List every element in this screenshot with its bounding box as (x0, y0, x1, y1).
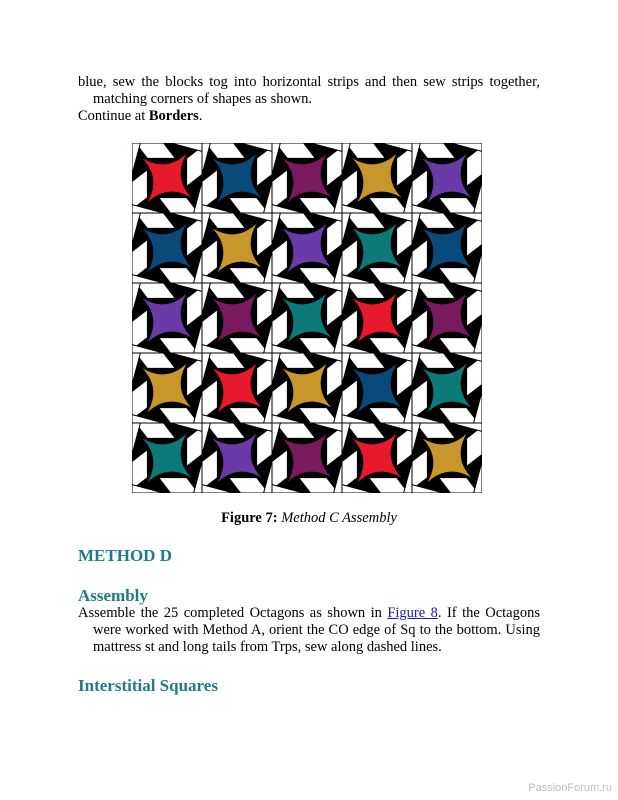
assembly-text-2: . If the Octagons were worked with Method A, orient the CO edge of Sq to the bottom. Using mattress st and long tails from Trps, sew along dashed lines. (93, 605, 541, 655)
assembly-paragraph (78, 605, 540, 656)
quilt-grid (132, 143, 482, 493)
caption-title: Method C Assembly (281, 510, 397, 526)
figure-8-link[interactable]: Figure 8 (387, 605, 438, 621)
assembly-heading: Assembly (78, 586, 148, 605)
continue-suffix: . (198, 108, 203, 124)
intro-paragraph (78, 74, 540, 108)
figure-caption (0, 510, 618, 527)
continue-prefix: Continue at (78, 108, 149, 124)
interstitial-squares-heading: Interstitial Squares (78, 676, 218, 695)
watermark: PassionForum.ru (528, 782, 612, 794)
intro-text: blue, sew the blocks tog into horizontal strips and then sew strips together, matching corners of shapes as shown. (78, 74, 540, 107)
figure-7-quilt (132, 143, 482, 493)
assembly-text-1: Assemble the 25 completed Octagons as shown in (78, 605, 388, 621)
continue-borders: Borders (148, 108, 199, 124)
caption-label: Figure 7: (221, 510, 278, 526)
method-d-heading: METHOD D (78, 546, 172, 565)
continue-line (78, 108, 202, 125)
